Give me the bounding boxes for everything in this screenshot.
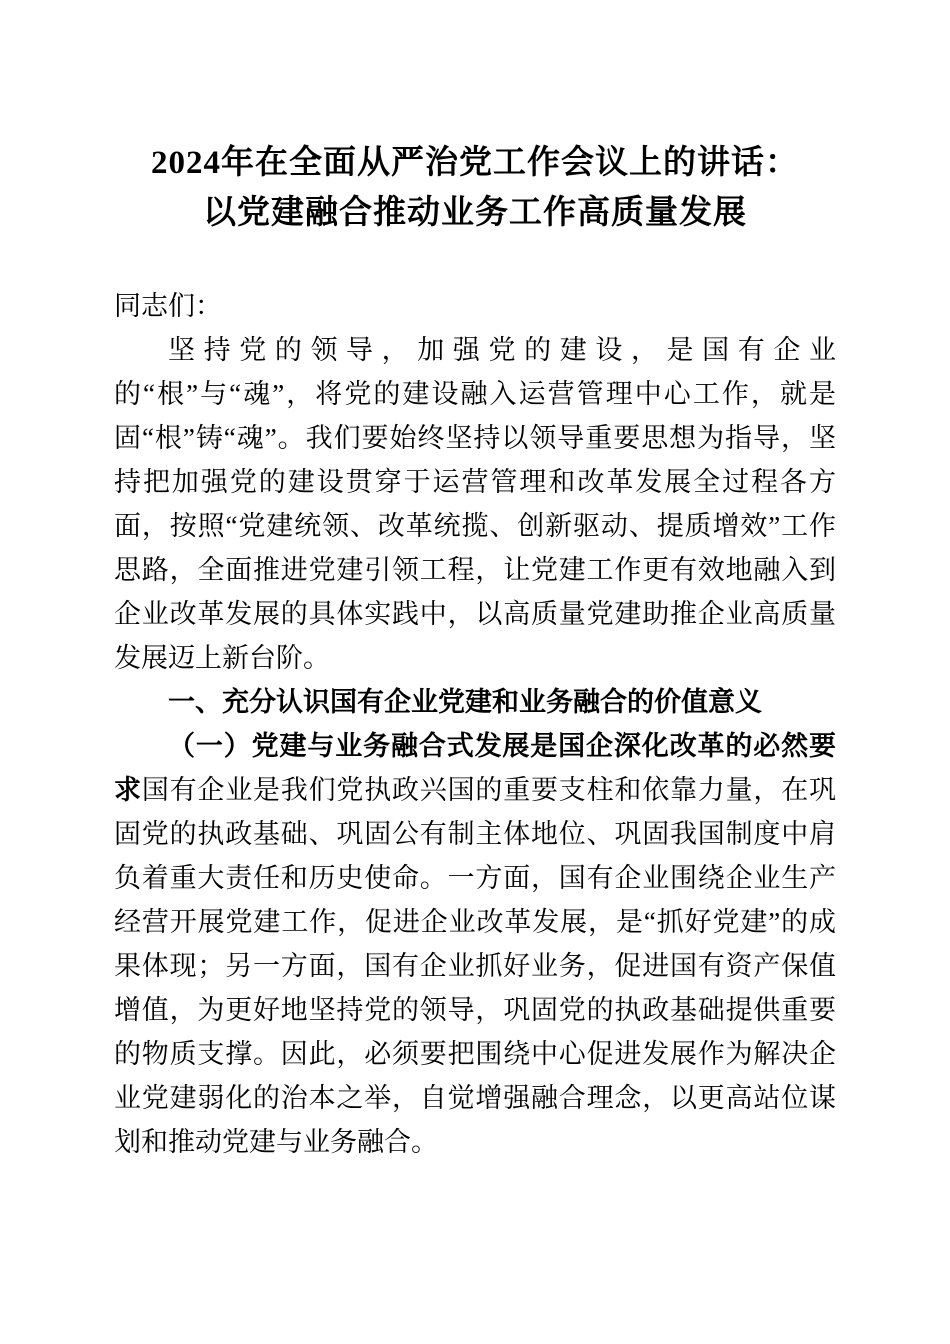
subsection-1-body: 国有企业是我们党执政兴国的重要支柱和依靠力量，在巩固党的执政基础、巩固公有制主体地位、巩固我国制度中肩负着重大责任和历史使命。一方面，国有企业围绕企业生产经营开展党建工作，促进企业改革发展，是“抓好党建”的成果体现；另一方面，国有企业抓好业务，促进国有资产保值增值，为更好地坚持党的领导，巩固党的执政基础提供重要的物质支撑。因此，必须要把围绕中心促进发展作为解决企业党建弱化的治本之举，自觉增强融合理念，以更高站位谋划和推动党建与业务融合。 — [114, 775, 837, 1157]
section-1-heading: 一、充分认识国有企业党建和业务融合的价值意义 — [168, 687, 762, 717]
document-title — [114, 138, 836, 238]
document-title-line-2: 以党建融合推动业务工作高质量发展 — [203, 195, 747, 231]
subsection-1-paragraph — [114, 724, 836, 1164]
subsection-1-heading: （一）党建与业务融合式发展是国企深化改革的必然要求 — [114, 731, 836, 805]
intro-paragraph: 坚持党的领导，加强党的建设，是国有企业的“根”与“魂”，将党的建设融入运营管理中心工作，就是固“根”铸“魂”。我们要始终坚持以领导重要思想为指导，坚持把加强党的建设贯穿于运营管理和改革发展全过程各方面，按照“党建统领、改革统揽、创新驱动、提质增效”工作思路，全面推进党建引领工程，让党建工作更有效地融入到企业改革发展的具体实践中，以高质量党建助推企业高质量发展迈上新台阶。 — [114, 335, 836, 673]
document-title-line-1: 2024年在全面从严治党工作会议上的讲话： — [151, 145, 799, 181]
salutation: 同志们： — [114, 291, 222, 321]
